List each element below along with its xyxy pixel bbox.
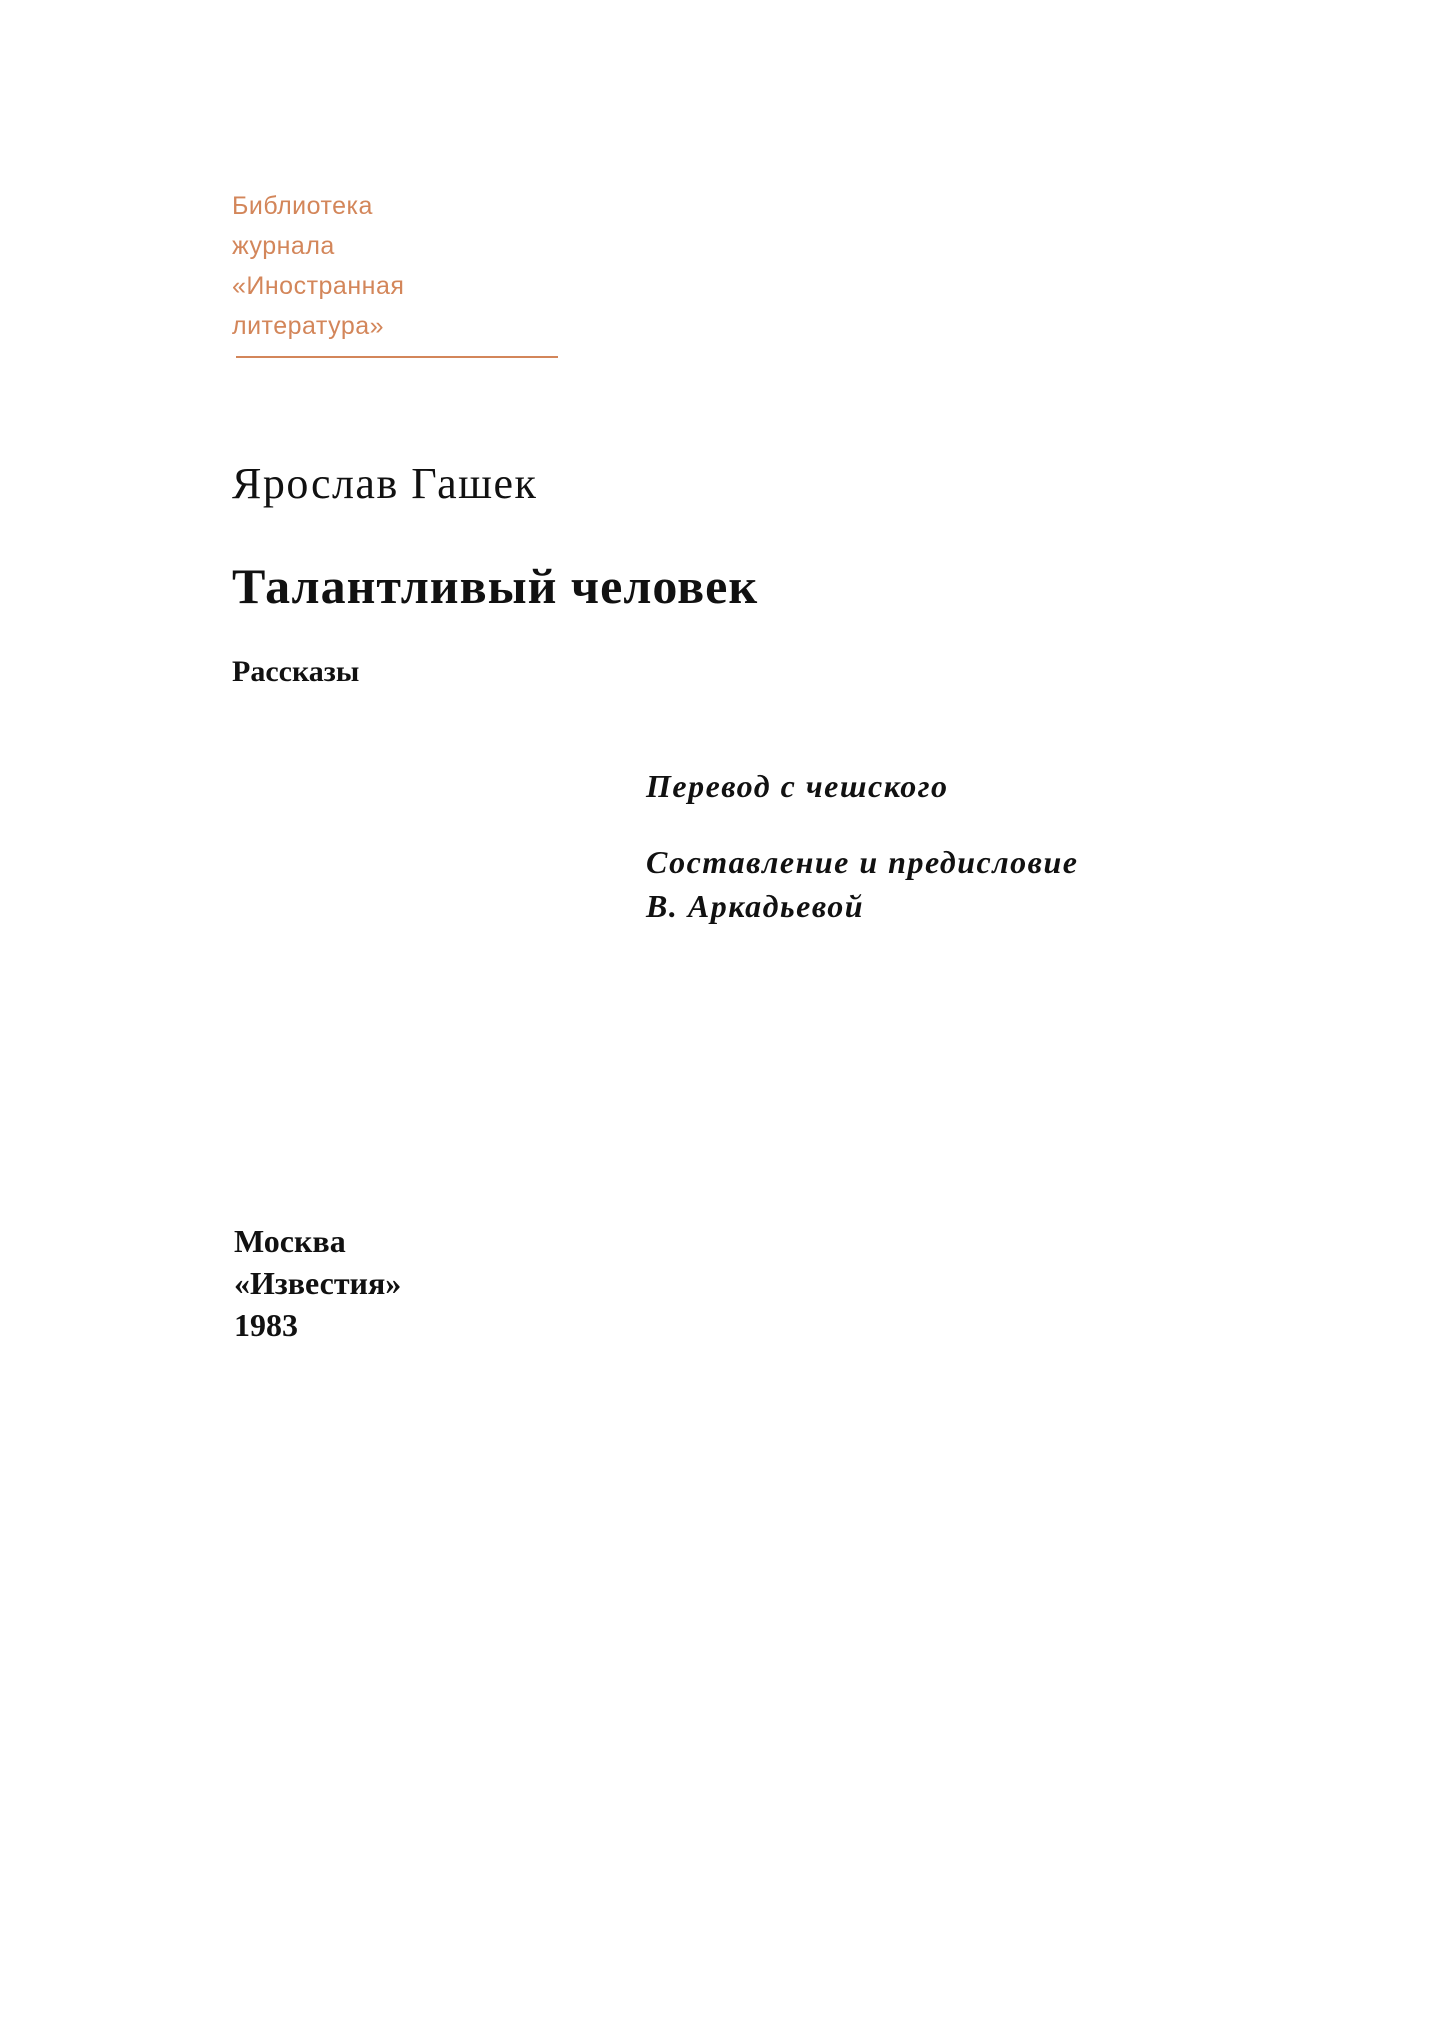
series-name: [232, 186, 404, 346]
series-line: литература»: [232, 312, 385, 340]
genre-label: Рассказы: [232, 655, 360, 688]
series-divider: [236, 356, 558, 358]
compilation-line: В. Аркадьевой: [646, 888, 864, 924]
series-line: Библиотека: [232, 192, 373, 220]
imprint-block: [234, 1220, 401, 1346]
compilation-line: Составление и предисловие: [646, 844, 1079, 880]
book-title: Талантливый человек: [232, 558, 759, 614]
translation-note: Перевод с чешского: [646, 768, 949, 804]
compilation-note: [646, 840, 1078, 928]
credits-block: [646, 764, 1078, 928]
imprint-publisher: «Известия»: [234, 1265, 402, 1301]
imprint-year: 1983: [234, 1307, 298, 1343]
author-name: Ярослав Гашек: [232, 459, 538, 508]
series-line: «Иностранная: [232, 272, 405, 300]
series-line: журнала: [232, 232, 335, 260]
imprint-city: Москва: [234, 1223, 346, 1259]
